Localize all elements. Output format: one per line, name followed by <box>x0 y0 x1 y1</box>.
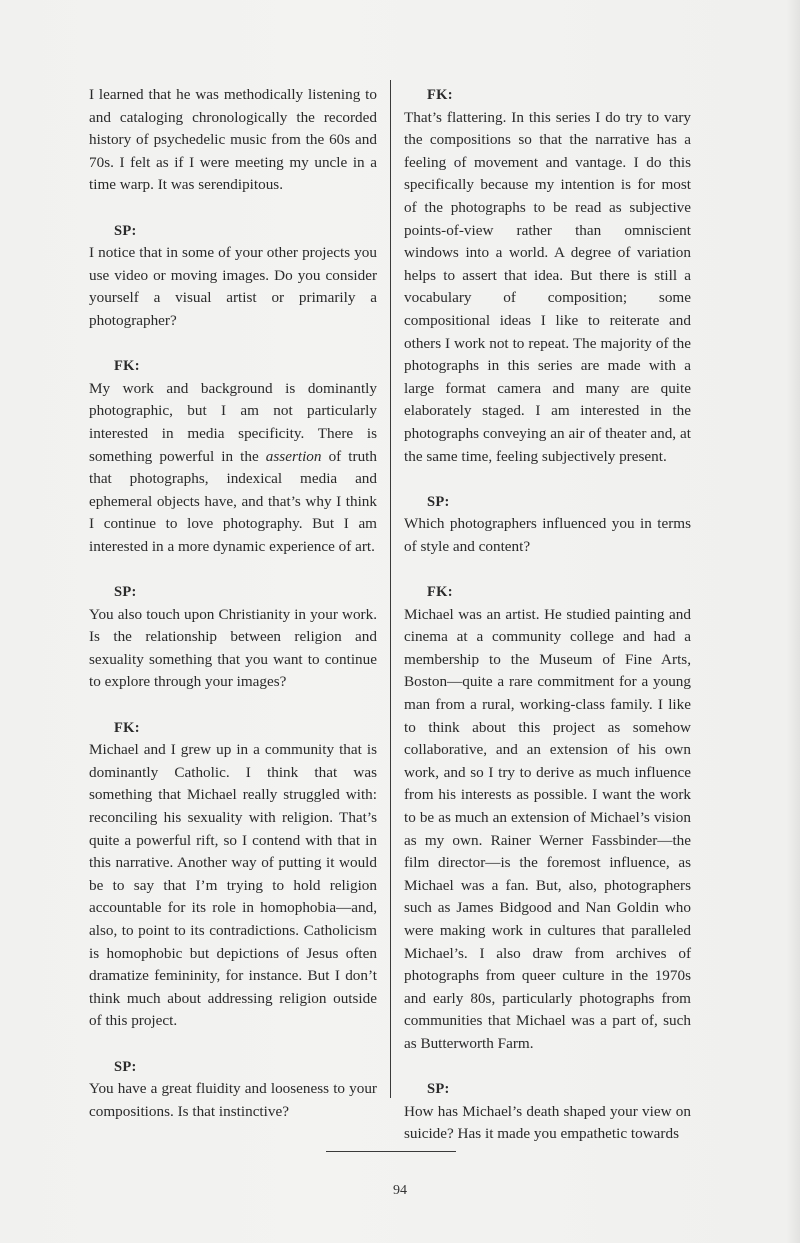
question-paragraph: You also touch upon Christianity in your work. Is the relationship between religion and sexuality something that you want to continue to explore through your images? <box>89 605 377 691</box>
intro-paragraph: I learned that he was methodically listening to and cataloging chronologically the recorded history of psychedelic music from the 60s and 70s. I felt as if I were meeting my uncle in a time warp. It was serendipitous. <box>89 86 377 194</box>
question-paragraph: How has Michael’s death shaped your view on suicide? Has it made you empathetic towards <box>404 1102 691 1143</box>
left-column <box>89 84 377 1123</box>
question-paragraph: Which photographers influenced you in terms of style and content? <box>404 515 691 555</box>
speaker-label-fk: FK: <box>114 358 140 375</box>
emphasized-word: assertion <box>265 447 322 465</box>
page-edge-shadow <box>786 0 800 1243</box>
answer-text-part: My work and background is dominantly photographic, but I am not particularly interested in media specificity. There is something powerful in the <box>89 379 377 465</box>
answer-paragraph <box>89 378 377 559</box>
footer-rule <box>326 1151 456 1152</box>
answer-paragraph: That’s flattering. In this series I do try to vary the compositions so that the narrative has a feeling of movement and vantage. I do this specifically because my intention is for most of the photographs to be read as subjective points-of-view rather than omniscient windows into a world. A degree of variation helps to assert that idea. But there is still a vocabulary of composition; some compositional ideas I like to reiterate and others I work not to repeat. The majority of the photographs in this series are made with a large format camera and many are quite elaborately staged. I am interested in the photographs conveying an air of theater and, at the same time, feeling subjectively present. <box>404 108 691 465</box>
question-paragraph: I notice that in some of your other projects you use video or moving images. Do you consider yourself a visual artist or primarily a photographer? <box>89 244 377 329</box>
speaker-label-sp: SP: <box>114 584 137 601</box>
page-number: 94 <box>393 1183 407 1198</box>
answer-paragraph: Michael and I grew up in a community that is dominantly Catholic. I think that was something that Michael really struggled with: reconciling his sexuality with religion. That’s quite a powerful rift, so I contend with that in this narrative. Another way of putting it would be to say that I’m trying to hold religion accountable for its role in homophobia—and, also, to point to its contradictions. Catholicism is homophobic but depictions of Jesus often dramatize femininity, for instance. But I don’t think much about addressing religion outside of this project. <box>89 741 377 1030</box>
speaker-label-sp: SP: <box>114 222 137 239</box>
speaker-label-sp: SP: <box>427 493 450 510</box>
question-paragraph: You have a great fluidity and looseness to your compositions. Is that instinctive? <box>89 1080 377 1120</box>
speaker-label-fk: FK: <box>114 719 140 736</box>
answer-text-part: of truth that photographs, indexical media and ephemeral objects have, and that’s why I think I continue to love photography. But I am interested in a more dynamic experience of art. <box>89 447 377 555</box>
speaker-label-sp: SP: <box>427 1081 450 1098</box>
column-divider <box>390 80 391 1098</box>
right-column <box>404 84 691 1146</box>
speaker-label-fk: FK: <box>427 584 453 601</box>
answer-paragraph: Michael was an artist. He studied painting and cinema at a community college and had a membership to the Museum of Fine Arts, Boston—quite a rare commitment for a young man from a rural, working-class family. I like to think about this project as somehow collaborative, and an extension of his own work, and so I try to derive as much influence from his interests as possible. I want the work to be as much an extension of Michael’s vision as my own. Rainer Werner Fassbinder—the film director—is the foremost influence, as Michael was a fan. But, also, photographers such as James Bidgood and Nan Goldin who were making work in cultures that paralleled Michael’s. I also draw from archives of photographs from queer culture in the 1970s and early 80s, particularly photographs from communities that Michael was a part of, such as Butterworth Farm. <box>404 605 691 1052</box>
speaker-label-sp: SP: <box>114 1058 137 1075</box>
speaker-label-fk: FK: <box>427 87 453 103</box>
